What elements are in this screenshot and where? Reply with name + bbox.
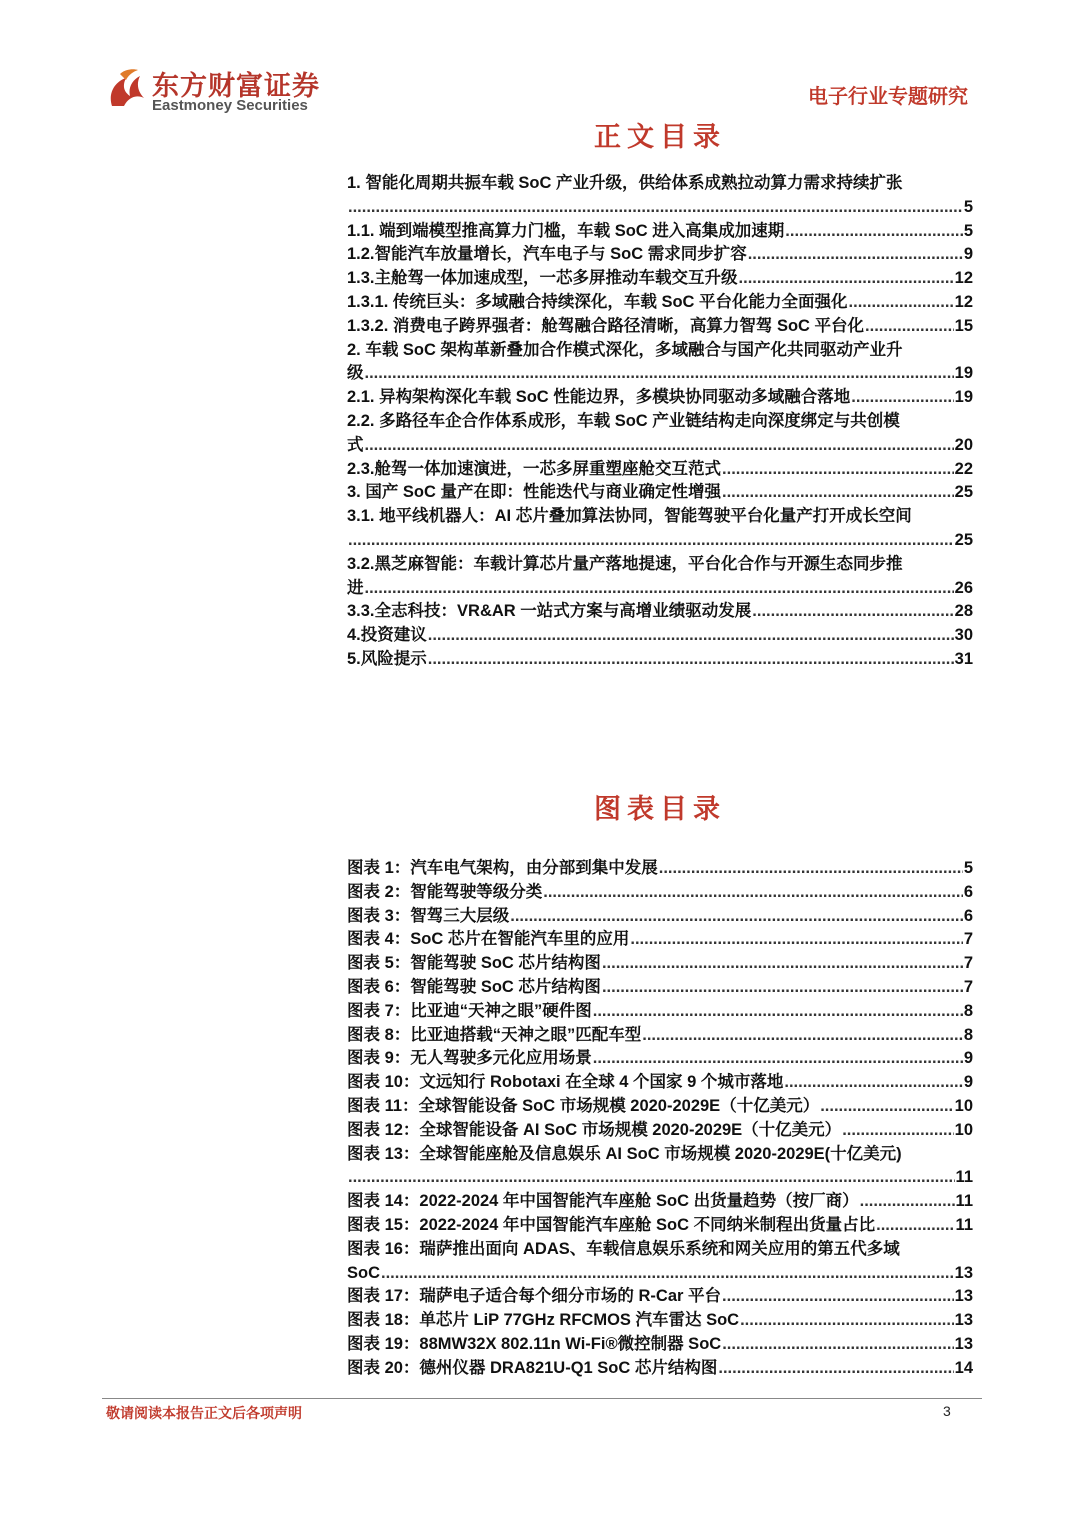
toc-entry-page: 11 <box>955 1192 973 1211</box>
toc-entry-page: 5 <box>963 859 973 877</box>
toc-entry-label: 图表 3：智驾三大层级 <box>347 906 510 925</box>
eastmoney-flame-icon <box>106 66 146 108</box>
toc-entry[interactable] <box>347 1024 973 1048</box>
chart-toc <box>347 857 973 1381</box>
toc-entry[interactable] <box>347 172 973 220</box>
report-category: 电子行业专题研究 <box>808 84 968 108</box>
toc-entry[interactable] <box>347 1285 973 1309</box>
toc-entry-page: 31 <box>954 649 973 668</box>
toc-entry-page: 11 <box>955 1168 973 1187</box>
toc-entry-label: 3.1. 地平线机器人：AI 芯片叠加算法协同，智能驾驶平台化量产打开成长空间 <box>347 507 912 526</box>
toc-entry[interactable] <box>347 1071 973 1095</box>
toc-entry-label: 图表 11：全球智能设备 SoC 市场规模 2020-2029E（十亿美元） <box>347 1096 820 1115</box>
chart-toc-title: 图表目录 <box>594 794 726 825</box>
toc-entry[interactable] <box>347 339 973 387</box>
toc-entry-label: 图表 18：单芯片 LiP 77GHz RFCMOS 汽车雷达 SoC <box>347 1311 740 1330</box>
toc-entry-page: 7 <box>963 930 973 949</box>
toc-entry[interactable] <box>347 928 973 952</box>
toc-entry-label: 2.2. 多路径车企合作体系成形，车载 SoC 产业链结构走向深度绑定与共创模 <box>347 411 900 430</box>
toc-entry-label: 3. 国产 SoC 量产在即：性能迭代与商业确定性增强 <box>347 483 722 502</box>
company-logo <box>106 62 326 122</box>
toc-entry[interactable] <box>347 952 973 976</box>
toc-entry-label: 1.1. 端到端模型推高算力门槛，车载 SoC 进入高集成加速期 <box>347 221 785 240</box>
toc-entry[interactable] <box>347 1000 973 1024</box>
toc-entry-page: 13 <box>954 1287 973 1306</box>
toc-entry-label: 图表 13：全球智能座舱及信息娱乐 AI SoC 市场规模 2020-2029E(十亿美元) <box>347 1144 902 1163</box>
toc-entry-page: 9 <box>963 1049 973 1068</box>
toc-entry[interactable] <box>347 315 973 339</box>
leader-dots <box>428 648 954 672</box>
toc-entry-page: 12 <box>954 292 973 311</box>
leader-dots <box>593 1047 963 1071</box>
toc-entry-page: 13 <box>954 1311 973 1330</box>
toc-entry-label: 图表 2：智能驾驶等级分类 <box>347 882 543 901</box>
toc-entry[interactable] <box>347 1095 973 1119</box>
toc-entry-page: 11 <box>955 1215 973 1234</box>
leader-dots <box>876 1214 954 1238</box>
toc-entry[interactable] <box>347 410 973 458</box>
toc-entry[interactable] <box>347 1143 973 1191</box>
toc-entry[interactable] <box>347 267 973 291</box>
leader-dots <box>365 577 954 601</box>
toc-entry-label-cont: 式 <box>347 435 364 454</box>
toc-entry[interactable] <box>347 1119 973 1143</box>
toc-entry-page: 10 <box>954 1120 973 1139</box>
toc-entry-page: 9 <box>963 245 973 264</box>
toc-entry-page: 6 <box>963 882 973 901</box>
leader-dots <box>381 1262 954 1286</box>
toc-entry-label-cont: 进 <box>347 578 364 597</box>
toc-entry-label: 1.3.1. 传统巨头：多域融合持续深化，车载 SoC 平台化能力全面强化 <box>347 292 848 311</box>
toc-entry[interactable] <box>347 857 973 881</box>
leader-dots <box>348 196 963 220</box>
footer-divider <box>102 1398 982 1399</box>
toc-entry[interactable] <box>347 976 973 1000</box>
toc-entry-page: 15 <box>954 316 973 335</box>
toc-entry-label: 2.1. 异构架构深化车载 SoC 性能边界，多模块协同驱动多域融合落地 <box>347 388 851 407</box>
leader-dots <box>348 1166 955 1190</box>
toc-entry-page: 12 <box>954 269 973 288</box>
leader-dots <box>722 481 954 505</box>
toc-entry-label: 图表 16：瑞萨推出面向 ADAS、车载信息娱乐系统和网关应用的第五代多域 <box>347 1239 900 1258</box>
toc-entry-page: 10 <box>954 1096 973 1115</box>
toc-entry-page: 25 <box>954 530 973 549</box>
toc-entry-label: 3.2.黑芝麻智能：车载计算芯片量产落地提速，平台化合作与开源生态同步推 <box>347 554 903 573</box>
leader-dots <box>602 976 963 1000</box>
leader-dots <box>820 1095 953 1119</box>
toc-entry-page: 8 <box>963 1001 973 1020</box>
toc-entry[interactable] <box>347 1238 973 1286</box>
toc-entry-page: 30 <box>954 626 973 645</box>
toc-entry-page: 13 <box>954 1334 973 1353</box>
toc-entry[interactable] <box>347 1333 973 1357</box>
leader-dots <box>365 362 954 386</box>
leader-dots <box>348 529 954 553</box>
toc-entry-page: 14 <box>954 1358 973 1377</box>
toc-entry-page: 7 <box>963 954 973 973</box>
toc-entry-label: 图表 9：无人驾驶多元化应用场景 <box>347 1049 592 1068</box>
toc-entry-label: 图表 19：88MW32X 802.11n Wi-Fi®微控制器 SoC <box>347 1334 722 1353</box>
toc-entry[interactable] <box>347 600 973 624</box>
leader-dots <box>842 1119 953 1143</box>
leader-dots <box>428 624 954 648</box>
leader-dots <box>365 434 954 458</box>
toc-entry-page: 9 <box>963 1073 973 1092</box>
toc-entry[interactable] <box>347 553 973 601</box>
toc-entry-page: 7 <box>963 977 973 996</box>
leader-dots <box>784 1071 962 1095</box>
main-toc <box>347 172 973 672</box>
toc-entry-page: 26 <box>954 578 973 597</box>
toc-entry-label: 1.3.2. 消费电子跨界强者：舱驾融合路径清晰，高算力智驾 SoC 平台化 <box>347 316 865 335</box>
toc-entry-label-cont: SoC <box>347 1263 380 1282</box>
toc-entry-label: 1.2.智能汽车放量增长，汽车电子与 SoC 需求同步扩容 <box>347 245 747 264</box>
toc-entry-page: 25 <box>954 483 973 502</box>
toc-entry[interactable] <box>347 291 973 315</box>
leader-dots <box>718 1357 953 1381</box>
toc-entry[interactable] <box>347 1214 973 1238</box>
toc-entry[interactable] <box>347 1357 973 1381</box>
toc-entry[interactable] <box>347 881 973 905</box>
toc-entry[interactable] <box>347 1309 973 1333</box>
toc-entry-label: 3.3.全志科技：VR&AR 一站式方案与高增业绩驱动发展 <box>347 602 752 621</box>
toc-entry[interactable] <box>347 386 973 410</box>
toc-entry-page: 5 <box>963 197 973 216</box>
toc-entry-label: 图表 20：德州仪器 DRA821U-Q1 SoC 芯片结构图 <box>347 1358 718 1377</box>
toc-entry[interactable] <box>347 905 973 929</box>
footer-page-number: 3 <box>943 1403 951 1419</box>
leader-dots <box>851 386 953 410</box>
leader-dots <box>860 1190 955 1214</box>
toc-entry-label: 图表 6：智能驾驶 SoC 芯片结构图 <box>347 977 601 996</box>
toc-entry-label: 图表 5：智能驾驶 SoC 芯片结构图 <box>347 954 601 973</box>
toc-entry-label: 图表 7：比亚迪“天神之眼”硬件图 <box>347 1001 592 1020</box>
toc-entry-label: 1.3.主舱驾一体加速成型，一芯多屏推动车载交互升级 <box>347 269 738 288</box>
toc-entry[interactable] <box>347 220 973 244</box>
leader-dots <box>602 952 963 976</box>
logo-english-name: Eastmoney Securities <box>152 97 308 114</box>
toc-entry[interactable] <box>347 1190 973 1214</box>
leader-dots <box>752 600 953 624</box>
toc-entry-page: 13 <box>954 1263 973 1282</box>
toc-entry-label-cont: 级 <box>347 364 364 383</box>
toc-entry-label: 图表 8：比亚迪搭载“天神之眼”匹配车型 <box>347 1025 642 1044</box>
toc-entry[interactable] <box>347 1047 973 1071</box>
leader-dots <box>722 1333 953 1357</box>
leader-dots <box>722 458 954 482</box>
toc-entry[interactable] <box>347 458 973 482</box>
leader-dots <box>740 1309 954 1333</box>
toc-entry-page: 19 <box>954 388 973 407</box>
toc-entry-label: 2. 车载 SoC 架构革新叠加合作模式深化，多域融合与国产化共同驱动产业升 <box>347 340 903 359</box>
toc-entry-page: 6 <box>963 906 973 925</box>
toc-entry-label: 图表 4：SoC 芯片在智能汽车里的应用 <box>347 930 630 949</box>
leader-dots <box>849 291 954 315</box>
toc-entry-page: 28 <box>954 602 973 621</box>
toc-entry-page: 22 <box>954 459 973 478</box>
leader-dots <box>722 1285 954 1309</box>
main-toc-title: 正文目录 <box>594 122 726 153</box>
toc-entry[interactable] <box>347 243 973 267</box>
toc-entry-label: 4.投资建议 <box>347 626 427 645</box>
toc-entry-label: 图表 15：2022-2024 年中国智能汽车座舱 SoC 不同纳米制程出货量占比 <box>347 1215 876 1234</box>
leader-dots <box>543 881 963 905</box>
toc-entry[interactable] <box>347 505 973 553</box>
leader-dots <box>642 1024 963 1048</box>
toc-entry-label: 5.风险提示 <box>347 649 427 668</box>
toc-entry[interactable] <box>347 481 973 505</box>
toc-entry[interactable] <box>347 648 973 672</box>
toc-entry[interactable] <box>347 624 973 648</box>
leader-dots <box>630 928 962 952</box>
leader-dots <box>659 857 963 881</box>
toc-entry-label: 图表 10：文远知行 Robotaxi 在全球 4 个国家 9 个城市落地 <box>347 1073 784 1092</box>
toc-entry-page: 20 <box>954 435 973 454</box>
toc-entry-page: 19 <box>954 364 973 383</box>
toc-entry-page: 5 <box>963 221 973 240</box>
toc-entry-label: 图表 14：2022-2024 年中国智能汽车座舱 SoC 出货量趋势（按厂商） <box>347 1192 859 1211</box>
toc-entry-label: 图表 1：汽车电气架构，由分部到集中发展 <box>347 859 658 877</box>
leader-dots <box>865 315 954 339</box>
toc-entry-label: 图表 12：全球智能设备 AI SoC 市场规模 2020-2029E（十亿美元） <box>347 1120 842 1139</box>
toc-entry-label: 1. 智能化周期共振车载 SoC 产业升级，供给体系成熟拉动算力需求持续扩张 <box>347 174 903 192</box>
leader-dots <box>739 267 954 291</box>
leader-dots <box>593 1000 963 1024</box>
footer-disclaimer: 敬请阅读本报告正文后各项声明 <box>106 1406 302 1422</box>
leader-dots <box>785 220 963 244</box>
logo-chinese-name: 东方财富证券 <box>152 71 320 102</box>
leader-dots <box>510 905 963 929</box>
toc-entry-page: 8 <box>963 1025 973 1044</box>
toc-entry-label: 图表 17：瑞萨电子适合每个细分市场的 R-Car 平台 <box>347 1287 722 1306</box>
toc-entry-label: 2.3.舱驾一体加速演进，一芯多屏重塑座舱交互范式 <box>347 459 722 478</box>
leader-dots <box>748 243 963 267</box>
